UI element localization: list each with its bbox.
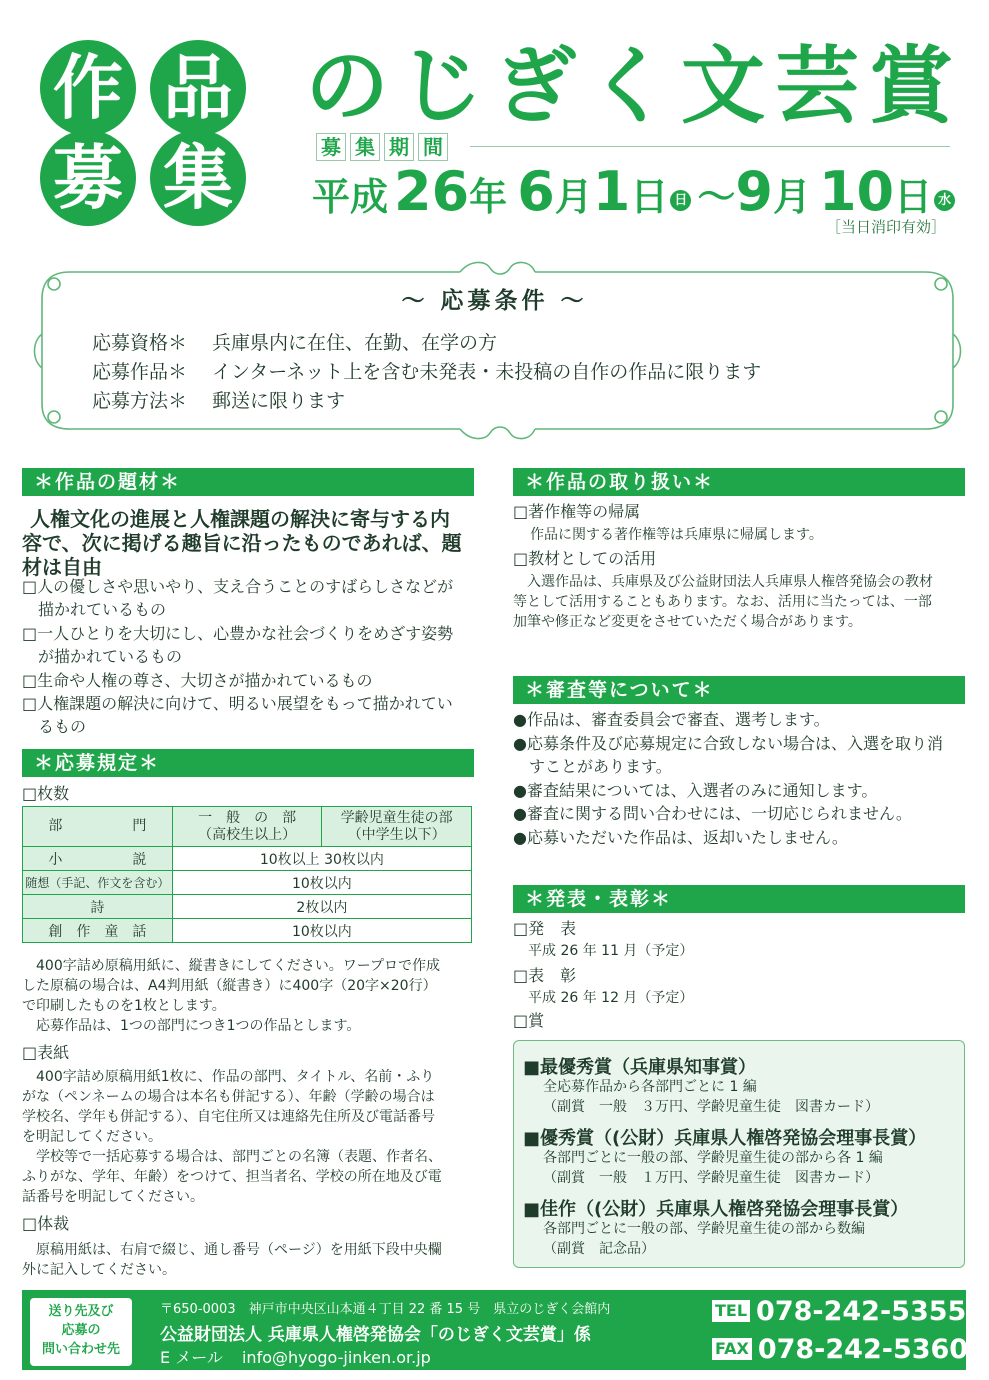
format-label: □体裁 xyxy=(22,1214,70,1233)
circle-char-shu: 集 xyxy=(150,130,246,226)
theme-bullet: 描かれているもの xyxy=(22,600,167,619)
date-nen: 年 xyxy=(469,175,508,219)
dow-badge-end: 水 xyxy=(934,190,955,211)
contact-label-box xyxy=(30,1298,132,1366)
contact-organization: 公益財団法人 兵庫県人権啓発協会「のじぎく文芸賞」係 xyxy=(160,1325,591,1345)
condition-value: 郵送に限ります xyxy=(212,390,346,412)
table-header-general xyxy=(172,807,322,847)
format-note: 原稿用紙は、右肩で綴じ、通し番号（ページ）を用紙下段中央欄 xyxy=(22,1242,442,1258)
table-cell-category: 随想（手記、作文を含む） xyxy=(23,871,173,895)
copyright-text: 作品に関する著作権等は兵庫県に帰属します。 xyxy=(530,527,823,543)
tel-label: TEL xyxy=(712,1300,750,1322)
count-note: した原稿の場合は、A4判用紙（縦書き）に400字（20字×20行） xyxy=(22,978,437,994)
condition-method xyxy=(92,386,345,413)
date-hi: 日 xyxy=(894,175,933,219)
section-theme-heading: ＊作品の題材＊ xyxy=(22,468,474,496)
review-item: ●審査に関する問い合わせには、一切応じられません。 xyxy=(513,804,912,823)
theme-bullet: □人権課題の解決に向けて、明るい展望をもって描かれてい xyxy=(22,694,453,713)
prize-title: ■優秀賞（(公財）兵庫県人権啓発協会理事長賞） xyxy=(523,1128,927,1149)
circle-char-hin: 品 xyxy=(150,40,246,136)
theme-lead-line: 容で、次に掲げる趣旨に沿ったものであれば、題 xyxy=(22,531,462,555)
tel-number[interactable]: 078-242-5355 xyxy=(756,1296,967,1327)
teaching-text: 加筆や修正など変更をさせていただく場合があります。 xyxy=(513,614,862,630)
prize-title: ■佳作（(公財）兵庫県人権啓発協会理事長賞） xyxy=(523,1199,909,1220)
theme-lead-line: 人権文化の進展と人権課題の解決に寄与する内 xyxy=(30,507,450,531)
page-title: のじぎく文芸賞 xyxy=(305,37,964,135)
theme-bullet: □生命や人権の尊さ、大切さが描かれているもの xyxy=(22,671,373,690)
date-year: 26 xyxy=(394,160,470,223)
theme-bullet: □一人ひとりを大切にし、心豊かな社会づくりをめざす姿勢 xyxy=(22,624,454,643)
cover-note: を明記してください。 xyxy=(22,1129,162,1145)
contact-email[interactable] xyxy=(160,1345,431,1368)
announce-label: □発 表 xyxy=(513,919,577,938)
table-header-line: 学齢児童生徒の部 xyxy=(340,810,453,827)
prize-line: （副賞 一般 ３万円、学齢児童生徒 図書カード） xyxy=(543,1099,879,1115)
prize-line: （副賞 一般 １万円、学齢児童生徒 図書カード） xyxy=(543,1170,879,1186)
count-label: □枚数 xyxy=(22,784,70,803)
table-cell-category: 創 作 童 話 xyxy=(23,919,173,943)
email-address[interactable]: info@hyogo-jinken.or.jp xyxy=(241,1348,431,1367)
contact-label-line: 問い合わせ先 xyxy=(41,1341,120,1357)
contact-label-line: 送り先及び xyxy=(48,1304,114,1319)
prize-title: ■最優秀賞（兵庫県知事賞） xyxy=(523,1057,757,1078)
condition-eligibility xyxy=(92,328,497,355)
period-label xyxy=(316,133,448,161)
table-header-student xyxy=(322,807,472,847)
table-header-line: 一 般 の 部 xyxy=(198,810,297,827)
review-item: ●審査結果については、入選者のみに通知します。 xyxy=(513,781,878,800)
period-char: 期 xyxy=(384,133,414,161)
period-char: 間 xyxy=(418,133,448,161)
theme-bullet: が描かれているもの xyxy=(22,647,183,666)
condition-key: 応募資格＊ xyxy=(92,332,188,354)
format-note: 外に記入してください。 xyxy=(22,1262,176,1278)
contact-label-line: 応募の xyxy=(61,1322,101,1338)
prize-label: □賞 xyxy=(513,1011,545,1030)
table-cell-value: 10枚以上 30枚以内 xyxy=(172,847,471,871)
theme-bullet: るもの xyxy=(22,717,87,736)
cover-label: □表紙 xyxy=(22,1043,70,1062)
prize-line: （副賞 記念品） xyxy=(543,1241,655,1257)
award-ceremony-label: □表 彰 xyxy=(513,966,577,985)
condition-key: 応募作品＊ xyxy=(92,361,188,383)
award-ceremony-date: 平成 26 年 12 月（予定） xyxy=(528,990,694,1006)
section-handling-heading: ＊作品の取り扱い＊ xyxy=(513,468,965,496)
table-header-line: （中学生以下） xyxy=(347,826,446,843)
condition-works xyxy=(92,357,761,384)
contact-fax xyxy=(712,1334,968,1365)
table-row xyxy=(23,895,472,919)
cover-note: ふりがな、学年、年齢）をつけて、担当者名、学校の所在地及び電 xyxy=(22,1169,442,1185)
cover-note: 学校名、学年も併記する）、自宅住所又は連絡先住所及び電話番号 xyxy=(22,1109,435,1125)
date-end-day: 10 xyxy=(818,160,895,223)
contact-tel[interactable] xyxy=(712,1296,966,1327)
date-start-month: 6 xyxy=(517,160,555,223)
cover-note: 学校等で一括応募する場合は、部門ごとの名簿（表題、作者名、 xyxy=(22,1149,442,1165)
count-note: で印刷したものを1枚とします。 xyxy=(22,998,226,1014)
review-item: ●応募いただいた作品は、返却いたしません。 xyxy=(513,828,848,847)
table-header-line: （高校生以上） xyxy=(198,826,297,843)
dow-badge-start: 日 xyxy=(670,190,691,211)
teaching-text: 等として活用することもあります。なお、活用に当たっては、一部 xyxy=(513,594,932,610)
condition-value: インターネット上を含む未発表・未投稿の自作の作品に限ります xyxy=(212,361,762,383)
period-char: 集 xyxy=(350,133,380,161)
divider xyxy=(470,146,950,147)
cover-note: 400字詰め原稿用紙1枚に、作品の部門、タイトル、名前・ふり xyxy=(22,1069,435,1085)
table-header-category: 部 門 xyxy=(23,807,173,847)
postmark-note: ［当日消印有効］ xyxy=(826,218,947,236)
date-start-day: 1 xyxy=(592,160,631,223)
prize-line: 全応募作品から各部門ごとに 1 編 xyxy=(543,1079,757,1095)
date-tilde: 〜 xyxy=(697,175,736,219)
email-label: E メール xyxy=(160,1348,223,1367)
count-note: 応募作品は、1つの部門につき1つの作品とします。 xyxy=(22,1018,361,1034)
table-cell-value: 10枚以内 xyxy=(172,919,471,943)
date-era: 平成 xyxy=(312,175,389,219)
fax-number: 078-242-5360 xyxy=(757,1334,969,1365)
application-period xyxy=(312,160,961,222)
date-hi: 日 xyxy=(630,175,669,219)
table-cell-value: 10枚以内 xyxy=(172,871,471,895)
count-note: 400字詰め原稿用紙に、縦書きにしてください。ワープロで作成 xyxy=(22,958,441,974)
contact-address: 〒650-0003 神戸市中央区山本通４丁目 22 番 15 号 県立のじぎく会館内 xyxy=(160,1302,611,1317)
table-row xyxy=(23,871,472,895)
circle-char-saku: 作 xyxy=(40,40,136,136)
table-cell-category: 小 説 xyxy=(23,847,173,871)
teaching-text: 入選作品は、兵庫県及び公益財団法人兵庫県人権啓発協会の教材 xyxy=(513,574,933,590)
table-cell-value: 2枚以内 xyxy=(172,895,471,919)
section-announce-heading: ＊発表・表彰＊ xyxy=(513,885,965,913)
teaching-label: □教材としての活用 xyxy=(513,549,657,568)
section-review-heading: ＊審査等について＊ xyxy=(513,676,965,704)
date-tsuki: 月 xyxy=(554,175,593,219)
circle-char-bo: 募 xyxy=(40,130,136,226)
fax-label: FAX xyxy=(712,1338,752,1360)
period-char: 募 xyxy=(316,133,346,161)
review-item: すことがあります。 xyxy=(513,757,672,776)
conditions-title: 〜 応募条件 〜 xyxy=(401,288,588,314)
cover-note: 話番号を明記してください。 xyxy=(22,1189,204,1205)
theme-bullet: □人の優しさや思いやり、支え合うことのすばらしさなどが xyxy=(22,577,454,596)
announce-date: 平成 26 年 11 月（予定） xyxy=(528,943,694,959)
copyright-label: □著作権等の帰属 xyxy=(513,502,641,521)
date-end-month: 9 xyxy=(735,160,773,223)
condition-value: 兵庫県内に在住、在勤、在学の方 xyxy=(212,332,498,354)
theme-lead-line: 材は自由 xyxy=(22,555,102,579)
sheet-count-table xyxy=(22,806,472,943)
cover-note: がな（ペンネームの場合は本名も併記する）、年齢（学齢の場合は xyxy=(22,1089,435,1105)
review-item: ●作品は、審査委員会で審査、選考します。 xyxy=(513,710,830,729)
prize-line: 各部門ごとに一般の部、学齢児童生徒の部から各 1 編 xyxy=(543,1150,883,1166)
section-rules-heading: ＊応募規定＊ xyxy=(22,749,474,777)
table-row xyxy=(23,919,472,943)
date-tsuki: 月 xyxy=(772,175,811,219)
condition-key: 応募方法＊ xyxy=(92,390,188,412)
prize-line: 各部門ごとに一般の部、学齢児童生徒の部から数編 xyxy=(543,1221,865,1237)
table-row xyxy=(23,847,472,871)
review-item: ●応募条件及び応募規定に合致しない場合は、入選を取り消 xyxy=(513,734,943,753)
table-cell-category: 詩 xyxy=(23,895,173,919)
